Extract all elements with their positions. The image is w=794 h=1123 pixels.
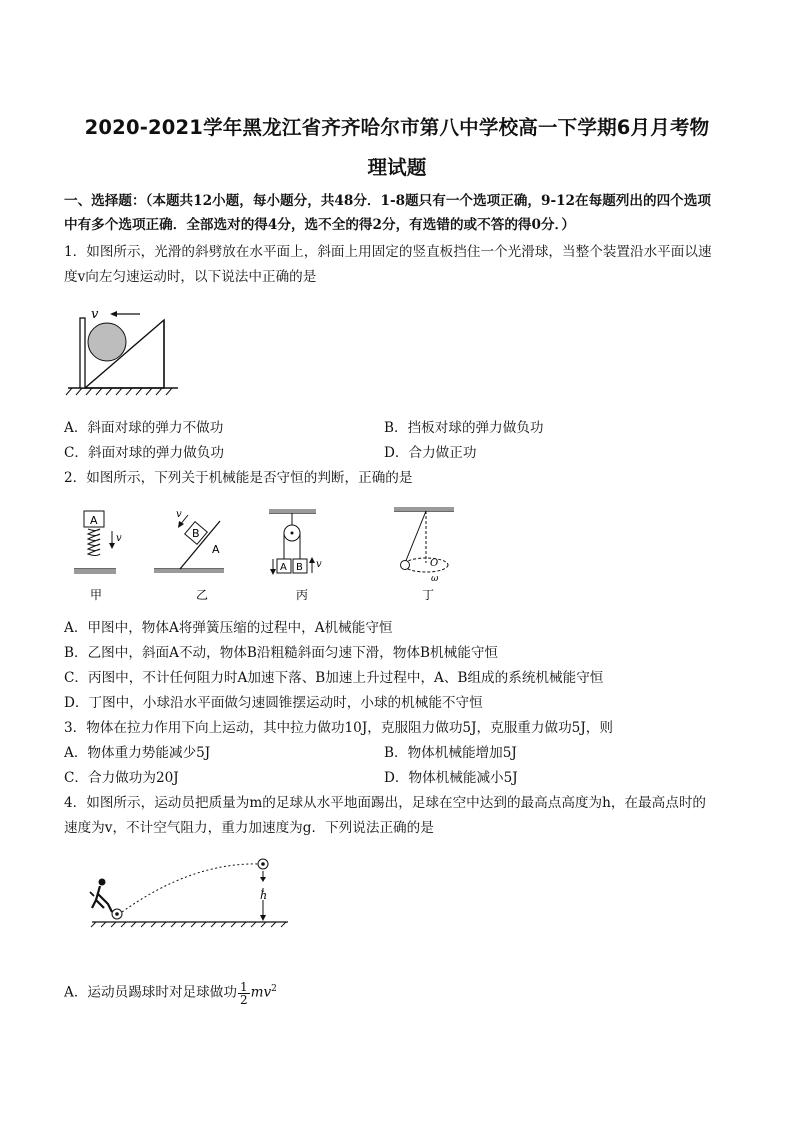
svg-text:A: A [212, 543, 220, 556]
svg-text:B: B [296, 562, 303, 573]
svg-text:O: O [430, 558, 439, 569]
document-title-line1: 2020-2021学年黑龙江省齐齐哈尔市第八中学校高一下学期6月月考物 [84, 116, 710, 139]
q4-fraction-numerator: 1 [239, 979, 248, 994]
q4-option-a-mv: mv [250, 984, 272, 1001]
q4-option-a-prefix: A．运动员踢球时对足球做功 [64, 984, 237, 1001]
q4-athlete-figure [90, 879, 112, 913]
q4-option-a-exponent: 2 [271, 984, 277, 994]
q2-figure-ding-pendulum [394, 507, 454, 584]
q2-label-bing: 丙 [296, 588, 309, 602]
svg-text:A: A [90, 514, 98, 527]
q4-height-label: h [260, 889, 268, 902]
q2-figure-jia-spring [74, 511, 122, 574]
q1-stem-line2: 度v向左匀速运动时，以下说法中正确的是 [64, 269, 317, 285]
svg-text:v: v [316, 559, 322, 570]
q3-option-a: A．物体重力势能减少5J [64, 745, 211, 761]
q4-fraction-denominator: 2 [239, 992, 248, 1007]
q4-stem-line2: 速度为v，不计空气阻力，重力加速度为g．下列说法正确的是 [64, 820, 434, 836]
svg-text:v: v [176, 509, 182, 520]
q3-option-b: B．物体机械能增加5J [384, 745, 517, 761]
q1-option-c: C．斜面对球的弹力做负功 [64, 445, 224, 461]
q4-fraction-half [238, 981, 250, 1006]
q1-figure-incline-ball [64, 302, 184, 397]
svg-text:ω: ω [431, 574, 439, 584]
q2-figure-bing-pulley [269, 509, 322, 575]
document-title-line2: 理试题 [367, 156, 427, 179]
q2-label-yi: 乙 [196, 588, 209, 602]
svg-text:v: v [116, 533, 122, 544]
q1-option-b: B．挡板对球的弹力做负功 [384, 420, 544, 436]
section-instructions-line1: 一、选择题：（本题共12小题，每小题分，共48分．1-8题只有一个选项正确，9-12在每题列出的四个选项 [64, 193, 711, 209]
q2-label-ding: 丁 [422, 588, 435, 602]
q4-stem-line1: 4．如图所示，运动员把质量为m的足球从水平地面踢出，足球在空中达到的最高点高度为h，在最高点时的 [64, 795, 707, 811]
q4-option-a [64, 975, 277, 1007]
q1-option-d: D．合力做正功 [384, 445, 477, 461]
svg-text:A: A [280, 562, 287, 573]
q4-figure-football-trajectory [82, 852, 292, 932]
q2-option-a: A．甲图中，物体A将弹簧压缩的过程中，A机械能守恒 [64, 620, 393, 636]
q2-option-c: C．丙图中，不计任何阻力时A加速下落、B加速上升过程中，A、B组成的系统机械能守恒 [64, 670, 604, 686]
q2-figure-four-panels [64, 503, 464, 603]
q2-label-jia: 甲 [90, 588, 103, 602]
q1-option-a: A．斜面对球的弹力不做功 [64, 420, 224, 436]
section-instructions-line2: 中有多个选项正确．全部选对的得4分，选不全的得2分，有选错的或不答的得0分．） [64, 217, 575, 233]
q3-stem-line1: 3．物体在拉力作用下向上运动，其中拉力做功10J，克服阻力做功5J，克服重力做功5J，则 [64, 720, 613, 736]
q2-stem-line1: 2．如图所示，下列关于机械能是否守恒的判断，正确的是 [64, 470, 413, 486]
q2-option-b: B．乙图中，斜面A不动，物体B沿粗糙斜面匀速下滑，物体B机械能守恒 [64, 645, 499, 661]
svg-text:B: B [192, 527, 200, 540]
q1-figure-velocity-label: v [91, 307, 99, 322]
q2-figure-yi-incline [154, 509, 224, 573]
q3-option-c: C．合力做功为20J [64, 770, 179, 786]
q1-stem-line1: 1．如图所示，光滑的斜劈放在水平面上，斜面上用固定的竖直板挡住一个光滑球，当整个装置沿水平面以速 [64, 244, 712, 260]
q3-option-d: D．物体机械能减小5J [384, 770, 518, 786]
q2-option-d: D．丁图中，小球沿水平面做匀速圆锥摆运动时，小球的机械能不守恒 [64, 695, 483, 711]
